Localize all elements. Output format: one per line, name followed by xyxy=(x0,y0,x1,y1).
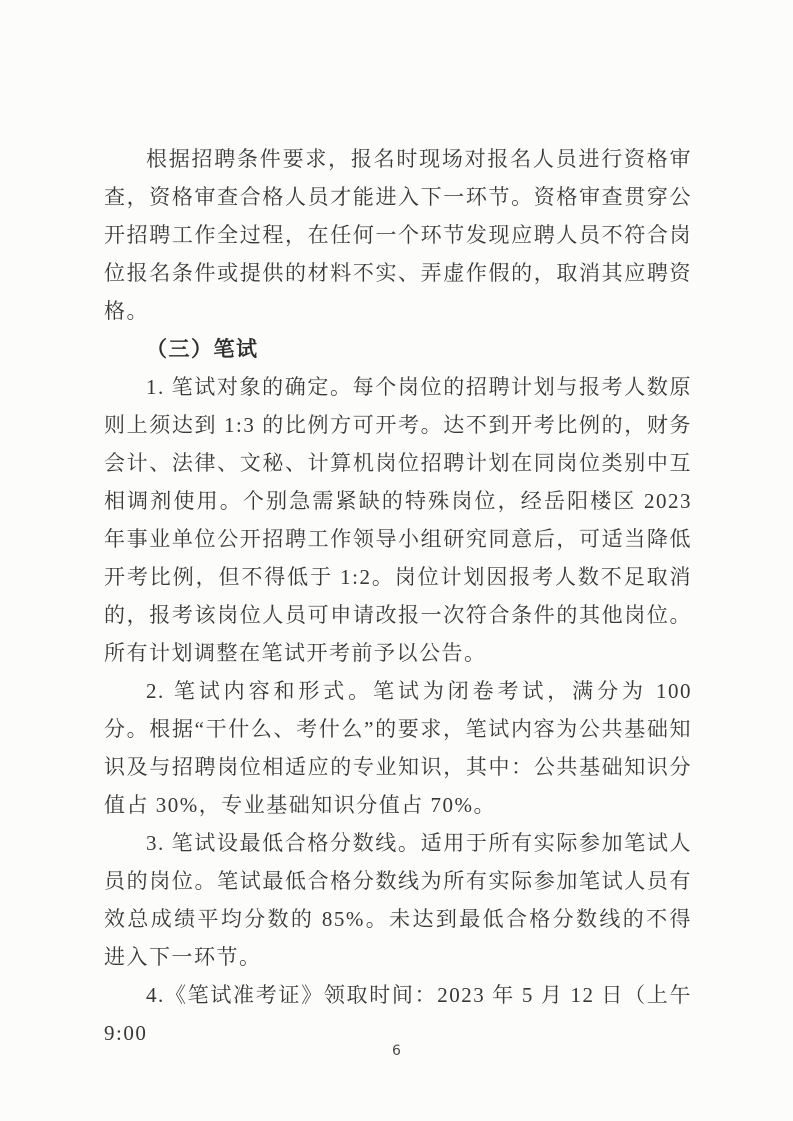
paragraph-written-test-eligibility: 1. 笔试对象的确定。每个岗位的招聘计划与报考人数原则上须达到 1:3 的比例方可开考。达不到开考比例的，财务会计、法律、文秘、计算机岗位招聘计划在同岗位类别中互相调剂使用。个别急需紧缺的特殊岗位，经岳阳楼区 2023 年事业单位公开招聘工作领导小组研究同意后，可适当降低开考比例，但不得低于 1:2。岗位计划因报考人数不足取消的，报考该岗位人员可申请改报一次符合条件的其他岗位。所有计划调整在笔试开考前予以公告。 xyxy=(104,375,692,665)
page-footer xyxy=(0,1042,793,1060)
paragraph-admission-ticket-time: 4.《笔试准考证》领取时间：2023 年 5 月 12 日（上午 9:00 xyxy=(104,983,692,1045)
paragraph-minimum-passing-score: 3. 笔试设最低合格分数线。适用于所有实际参加笔试人员的岗位。笔试最低合格分数线为所有实际参加笔试人员有效总成绩平均分数的 85%。未达到最低合格分数线的不得进入下一环节。 xyxy=(104,831,692,969)
paragraph-written-test-content: 2. 笔试内容和形式。笔试为闭卷考试，满分为 100 分。根据“干什么、考什么”的要求，笔试内容为公共基础知识及与招聘岗位相适应的专业知识，其中：公共基础知识分值占 30%，专业基础知识分值占 70%。 xyxy=(104,679,692,817)
document-body xyxy=(104,140,692,1052)
page-number: 6 xyxy=(392,1043,401,1059)
paragraph-qualification-review: 根据招聘条件要求，报名时现场对报名人员进行资格审查，资格审查合格人员才能进入下一环节。资格审查贯穿公开招聘工作全过程，在任何一个环节发现应聘人员不符合岗位报名条件或提供的材料不实、弄虚作假的，取消其应聘资格。 xyxy=(104,147,692,323)
section-heading-written-test: （三）笔试 xyxy=(146,337,259,361)
